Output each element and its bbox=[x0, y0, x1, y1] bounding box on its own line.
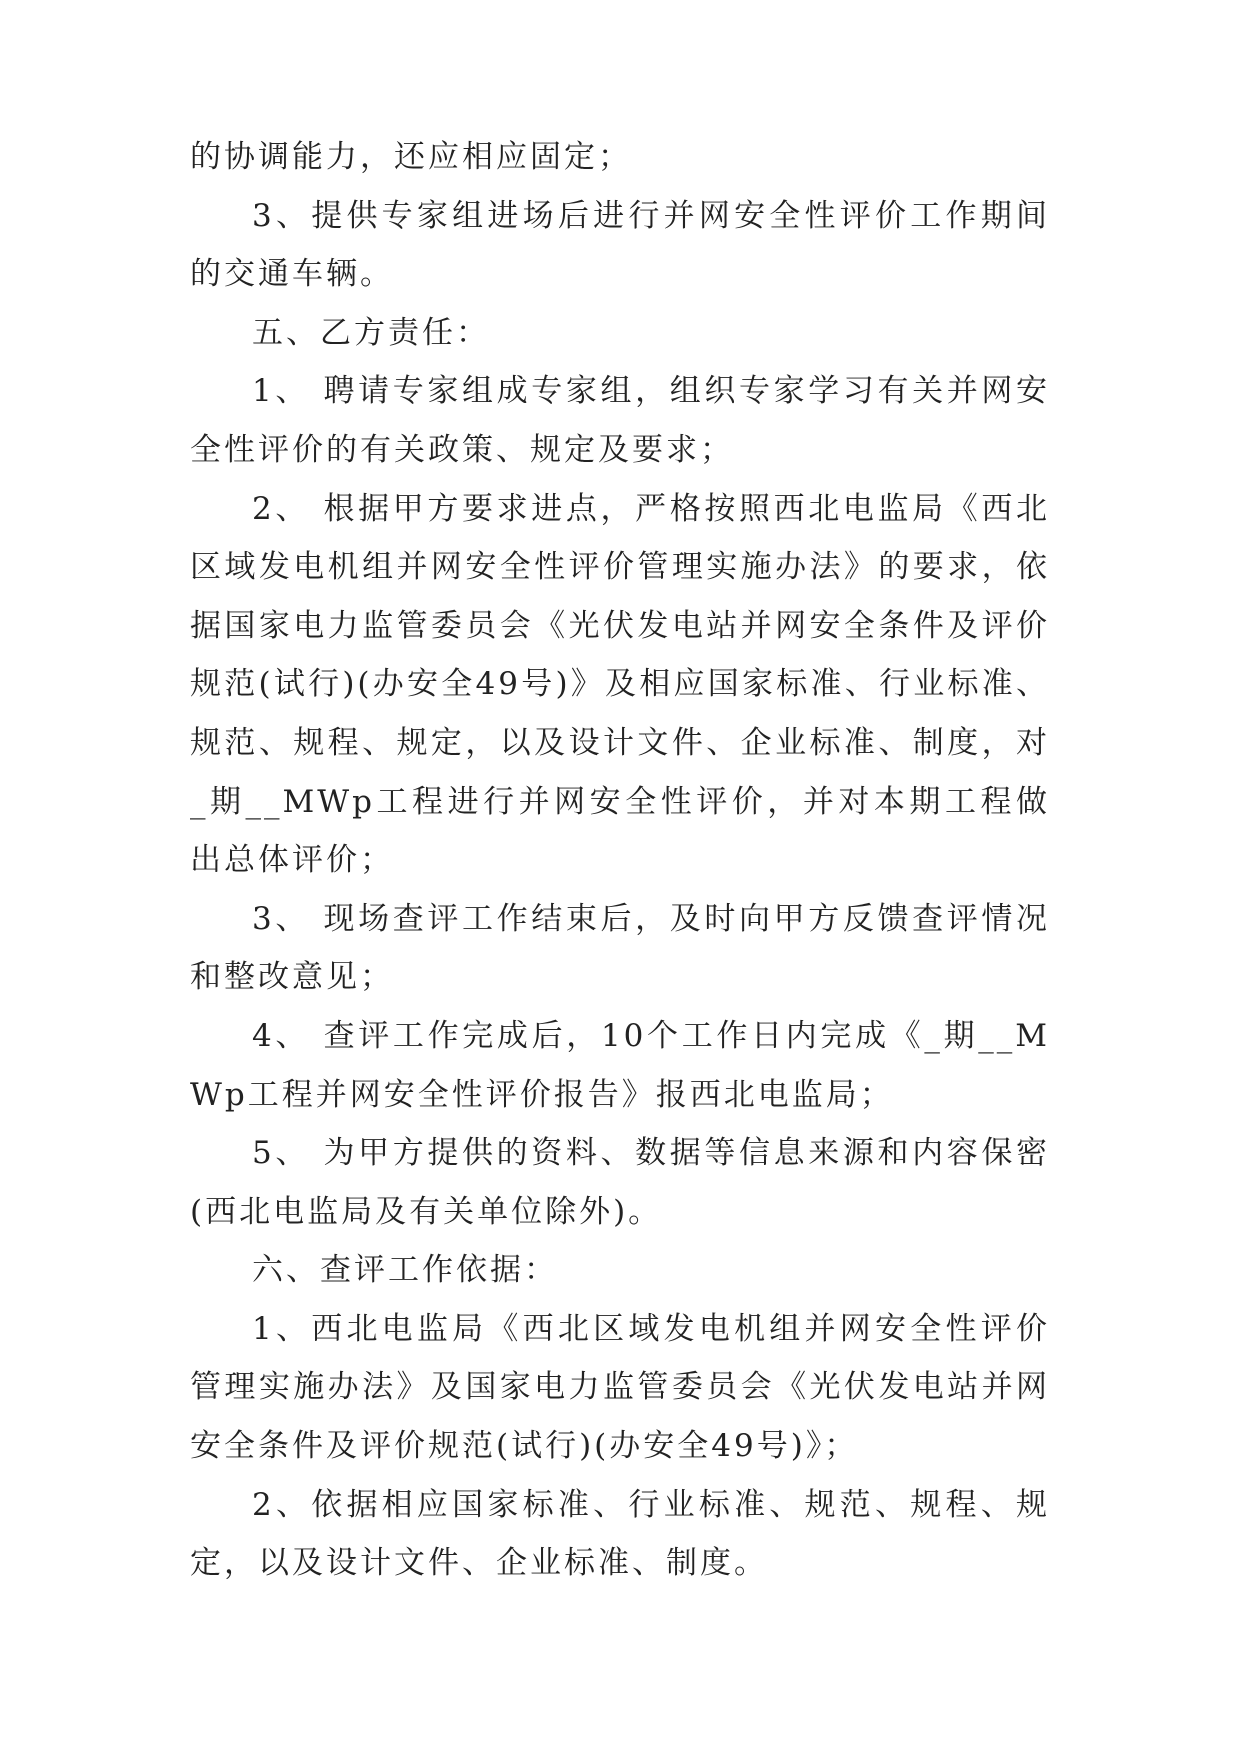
paragraph-item-1-experts: 1、 聘请专家组成专家组，组织专家学习有关并网安全性评价的有关政策、规定及要求； bbox=[190, 373, 1050, 468]
document-body bbox=[190, 128, 1050, 1593]
paragraph-item-4-report: 4、 查评工作完成后，10个工作日内完成《_期__MWp工程并网安全性评价报告》报西北电监局； bbox=[190, 1017, 1050, 1113]
paragraph-basis-2: 2、依据相应国家标准、行业标准、规范、规程、规定，以及设计文件、企业标准、制度。 bbox=[190, 1486, 1050, 1582]
paragraph-item-2-evaluation: 2、 根据甲方要求进点，严格按照西北电监局《西北区域发电机组并网安全性评价管理实施办法》的要求，依据国家电力监管委员会《光伏发电站并网安全条件及评价规范(试行)(办安全49号)》及相应国家标准、行业标准、规范、规程、规定，以及设计文件、企业标准、制度，对_期__MWp工程进行并网安全性评价，并对本期工程做出总体评价； bbox=[190, 490, 1050, 879]
paragraph-item-5-confidentiality: 5、 为甲方提供的资料、数据等信息来源和内容保密(西北电监局及有关单位除外)。 bbox=[190, 1135, 1050, 1230]
section-heading-evaluation-basis: 六、查评工作依据： bbox=[252, 1252, 558, 1289]
paragraph-item-3-feedback: 3、 现场查评工作结束后，及时向甲方反馈查评情况和整改意见； bbox=[190, 900, 1050, 996]
section-heading-party-b-duties: 五、乙方责任： bbox=[252, 314, 490, 351]
paragraph-item-3-vehicles: 3、提供专家组进场后进行并网安全性评价工作期间的交通车辆。 bbox=[190, 197, 1050, 293]
paragraph-continuation: 的协调能力，还应相应固定； bbox=[190, 139, 632, 175]
paragraph-basis-1: 1、西北电监局《西北区域发电机组并网安全性评价管理实施办法》及国家电力监管委员会《光伏发电站并网安全条件及评价规范(试行)(办安全49号)》； bbox=[190, 1310, 1050, 1465]
